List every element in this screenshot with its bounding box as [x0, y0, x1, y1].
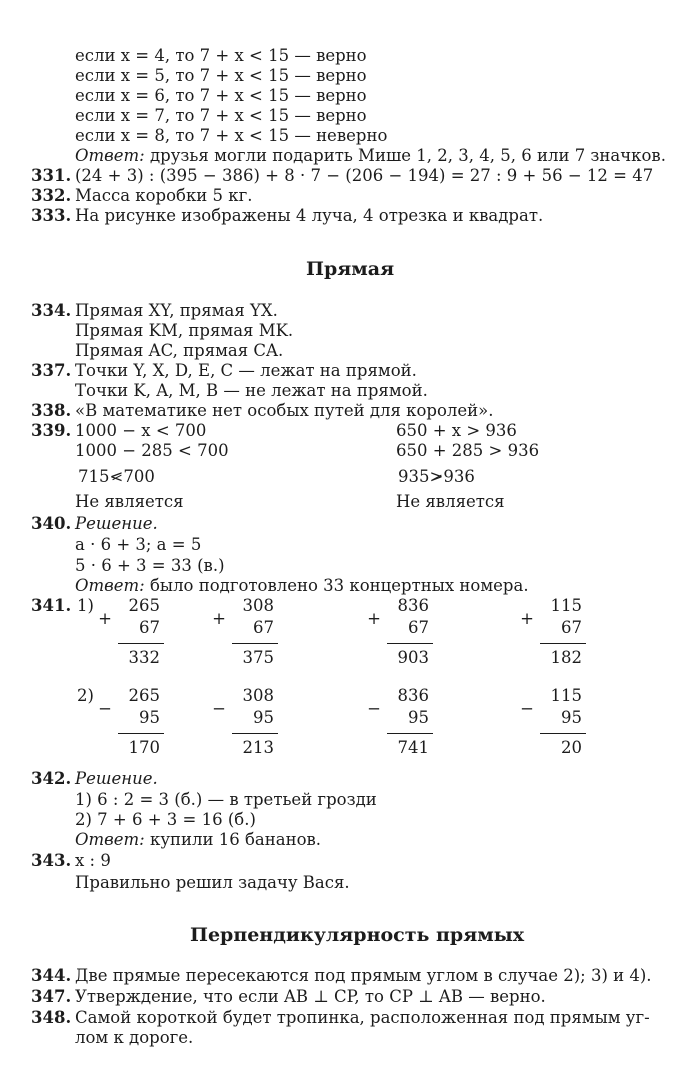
- problem-number: 340.: [31, 514, 72, 533]
- check-line: если x = 4, то 7 + x < 15 — верно: [75, 46, 367, 65]
- result: 182: [550, 648, 582, 667]
- difference-bar: [387, 733, 433, 734]
- difference-bar: [540, 733, 586, 734]
- conclusion-right: Не является: [396, 492, 505, 511]
- comparison-left: [78, 467, 155, 487]
- operand: 95: [139, 708, 160, 727]
- problem-text: Масса коробки 5 кг.: [75, 186, 253, 205]
- problem-number: 339.: [31, 421, 72, 440]
- check-line: если x = 7, то 7 + x < 15 — верно: [75, 106, 367, 125]
- result: 20: [561, 738, 582, 757]
- row-label: 2): [77, 686, 94, 705]
- expression: a · 6 + 3; a = 5: [75, 535, 202, 554]
- minus-sign: −: [367, 699, 381, 718]
- minus-sign: −: [212, 699, 226, 718]
- inequality-left: 1000 − x < 700: [75, 421, 207, 440]
- result: 213: [242, 738, 274, 757]
- expression: x : 9: [75, 851, 111, 870]
- operand: 67: [408, 618, 429, 637]
- column-subtraction: [204, 686, 314, 768]
- row-label: 1): [77, 596, 94, 615]
- answer-text: купили 16 бананов.: [150, 830, 322, 849]
- problem-text: Две прямые пересекаются под прямым углом в случае 2); 3) и 4).: [75, 966, 652, 985]
- conclusion-left: Не является: [75, 492, 184, 511]
- problem-number: 333.: [31, 206, 72, 225]
- operand: 95: [561, 708, 582, 727]
- plus-sign: +: [212, 609, 226, 628]
- result: 375: [242, 648, 274, 667]
- inequality-left: 1000 − 285 < 700: [75, 441, 229, 460]
- answer-line: [75, 576, 529, 596]
- operand: 67: [253, 618, 274, 637]
- column-subtraction: [359, 686, 469, 768]
- answer-line: [75, 146, 666, 166]
- operand: 836: [397, 596, 429, 615]
- difference-bar: [232, 733, 278, 734]
- minus-sign: −: [98, 699, 112, 718]
- inequality-right: 650 + x > 936: [396, 421, 517, 440]
- answer-line: [75, 830, 321, 850]
- problem-number: 347.: [31, 987, 72, 1006]
- operand: 115: [550, 596, 582, 615]
- sum-bar: [232, 643, 278, 644]
- answer-label: Ответ:: [75, 576, 145, 595]
- solution-label: Решение.: [75, 514, 158, 533]
- answer-label: Ответ:: [75, 830, 145, 849]
- problem-text: Прямая XY, прямая YX.: [75, 301, 278, 320]
- operand: 265: [128, 596, 160, 615]
- column-addition: [359, 596, 469, 678]
- section-heading: Перпендикулярность прямых: [190, 924, 525, 946]
- answer-label: Ответ:: [75, 146, 145, 165]
- problem-number: 348.: [31, 1008, 72, 1027]
- problem-text: «В математике нет особых путей для королей».: [75, 401, 494, 420]
- column-addition: [204, 596, 314, 678]
- answer-text: было подготовлено 33 концертных номера.: [150, 576, 529, 595]
- problem-text: Утверждение, что если AB ⊥ CP, то CP ⊥ AB — верно.: [75, 987, 546, 1006]
- problem-text: Точки K, A, M, B — не лежат на прямой.: [75, 381, 428, 400]
- problem-text: Самой короткой будет тропинка, расположенная под прямым уг-: [75, 1008, 650, 1027]
- sum-bar: [540, 643, 586, 644]
- problem-number: 338.: [31, 401, 72, 420]
- result: 741: [397, 738, 429, 757]
- minus-sign: −: [520, 699, 534, 718]
- column-addition: [512, 596, 622, 678]
- column-addition: [90, 596, 200, 678]
- problem-text: На рисунке изображены 4 луча, 4 отрезка и квадрат.: [75, 206, 544, 225]
- sum-bar: [118, 643, 164, 644]
- plus-sign: +: [520, 609, 534, 628]
- not-greater-sign: >: [429, 467, 444, 486]
- operand: 115: [550, 686, 582, 705]
- value: 936: [443, 467, 475, 486]
- problem-number: 331.: [31, 166, 72, 185]
- problem-text: (24 + 3) : (395 − 386) + 8 · 7 − (206 − 194) = 27 : 9 + 56 − 12 = 47: [75, 166, 654, 185]
- problem-text: Прямая KM, прямая MK.: [75, 321, 294, 340]
- column-subtraction: [512, 686, 622, 768]
- problem-text: Точки Y, X, D, E, C — лежат на прямой.: [75, 361, 417, 380]
- answer-text: друзья могли подарить Мише 1, 2, 3, 4, 5, 6 или 7 значков.: [150, 146, 666, 165]
- problem-text: лом к дороге.: [75, 1028, 194, 1047]
- sum-bar: [387, 643, 433, 644]
- check-line: если x = 5, то 7 + x < 15 — верно: [75, 66, 367, 85]
- result: 170: [128, 738, 160, 757]
- plus-sign: +: [367, 609, 381, 628]
- difference-bar: [118, 733, 164, 734]
- problem-text: Прямая AC, прямая CA.: [75, 341, 284, 360]
- value: 935: [398, 467, 430, 486]
- operand: 67: [139, 618, 160, 637]
- result: 332: [128, 648, 160, 667]
- section-heading: Прямая: [306, 258, 395, 280]
- solution-label: Решение.: [75, 769, 158, 788]
- operand: 95: [253, 708, 274, 727]
- problem-number: 342.: [31, 769, 72, 788]
- problem-text: Правильно решил задачу Вася.: [75, 873, 350, 892]
- inequality-right: 650 + 285 > 936: [396, 441, 540, 460]
- problem-number: 337.: [31, 361, 72, 380]
- problem-number: 334.: [31, 301, 72, 320]
- value: 715: [78, 467, 110, 486]
- problem-number: 344.: [31, 966, 72, 985]
- operand: 308: [242, 686, 274, 705]
- result: 903: [397, 648, 429, 667]
- solution-step: 2) 7 + 6 + 3 = 16 (б.): [75, 810, 256, 829]
- expression: 5 · 6 + 3 = 33 (в.): [75, 556, 225, 575]
- value: 700: [123, 467, 155, 486]
- comparison-right: [398, 467, 475, 487]
- operand: 95: [408, 708, 429, 727]
- plus-sign: +: [98, 609, 112, 628]
- problem-number: 343.: [31, 851, 72, 870]
- not-less-sign: <: [109, 467, 124, 486]
- operand: 308: [242, 596, 274, 615]
- check-line: если x = 8, то 7 + x < 15 — неверно: [75, 126, 388, 145]
- column-subtraction: [90, 686, 200, 768]
- check-line: если x = 6, то 7 + x < 15 — верно: [75, 86, 367, 105]
- problem-number: 341.: [31, 596, 72, 615]
- operand: 836: [397, 686, 429, 705]
- operand: 265: [128, 686, 160, 705]
- solution-step: 1) 6 : 2 = 3 (б.) — в третьей грозди: [75, 790, 377, 809]
- problem-number: 332.: [31, 186, 72, 205]
- operand: 67: [561, 618, 582, 637]
